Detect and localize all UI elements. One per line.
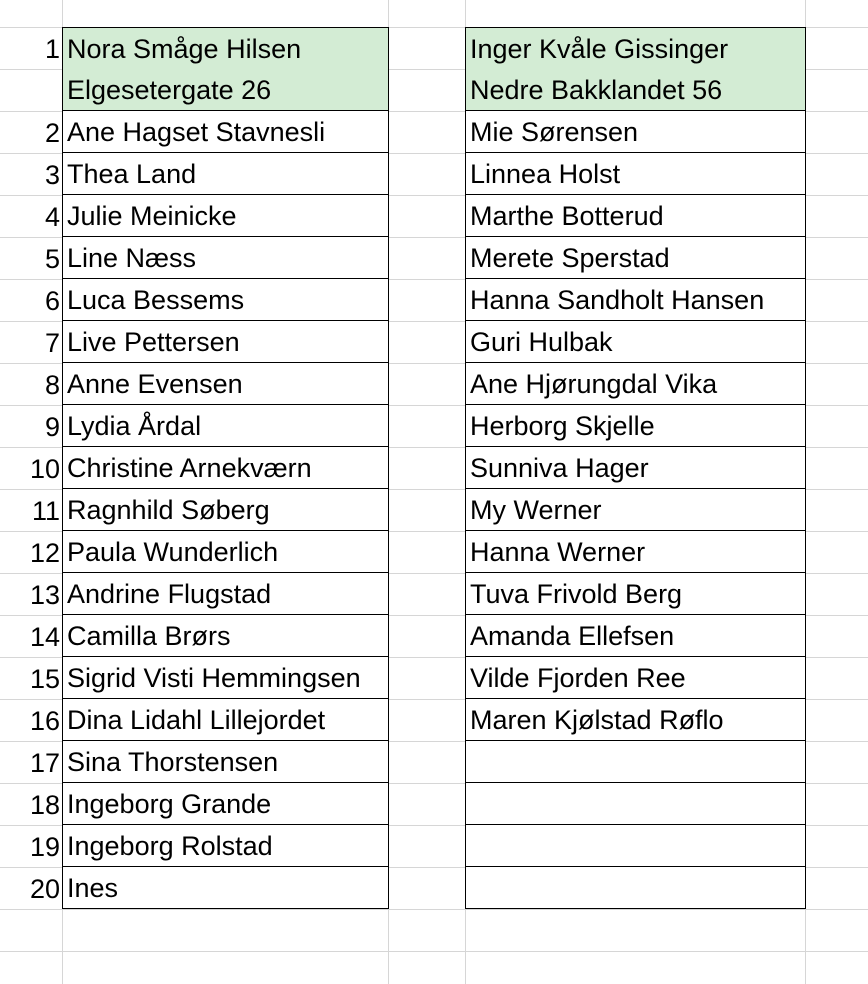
list-item[interactable]: Christine Arnekværn [63, 447, 388, 489]
list-item[interactable]: Lydia Årdal [63, 405, 388, 447]
left-header-address[interactable]: Elgesetergate 26 [63, 69, 388, 111]
row-number: 2 [44, 118, 60, 148]
row-number: 4 [44, 202, 60, 232]
list-item[interactable] [466, 867, 805, 909]
row-number: 12 [29, 538, 60, 568]
row-number: 20 [29, 874, 60, 904]
list-item[interactable]: Vilde Fjorden Ree [466, 657, 805, 699]
row-number: 11 [31, 496, 60, 526]
row-number: 15 [29, 664, 60, 694]
list-item[interactable]: Tuva Frivold Berg [466, 573, 805, 615]
list-item[interactable]: Sigrid Visti Hemmingsen [63, 657, 388, 699]
left-header-name[interactable]: Nora Småge Hilsen [63, 27, 388, 69]
list-item[interactable]: Ines [63, 867, 388, 909]
list-item[interactable] [466, 825, 805, 867]
gridline [0, 909, 868, 910]
row-number: 3 [44, 160, 60, 190]
list-item[interactable]: Thea Land [63, 153, 388, 195]
list-item[interactable]: Marthe Botterud [466, 195, 805, 237]
list-item[interactable]: Camilla Brørs [63, 615, 388, 657]
list-item[interactable]: Dina Lidahl Lillejordet [63, 699, 388, 741]
list-item[interactable]: Sunniva Hager [466, 447, 805, 489]
right-header-address[interactable]: Nedre Bakklandet 56 [466, 69, 805, 111]
row-number: 18 [29, 790, 60, 820]
right-header-name[interactable]: Inger Kvåle Gissinger [466, 27, 805, 69]
list-item[interactable]: Ane Hjørungdal Vika [466, 363, 805, 405]
row-number: 6 [44, 286, 60, 316]
row-number: 10 [29, 454, 60, 484]
list-item[interactable]: Julie Meinicke [63, 195, 388, 237]
row-number: 5 [44, 244, 60, 274]
row-number: 14 [29, 622, 60, 652]
list-item[interactable]: Luca Bessems [63, 279, 388, 321]
row-number: 9 [44, 412, 60, 442]
list-item[interactable]: Merete Sperstad [466, 237, 805, 279]
list-item[interactable]: Paula Wunderlich [63, 531, 388, 573]
list-item[interactable]: Guri Hulbak [466, 321, 805, 363]
list-item[interactable]: Mie Sørensen [466, 111, 805, 153]
right-list-table [465, 27, 806, 909]
list-item[interactable]: Ingeborg Rolstad [63, 825, 388, 867]
row-number: 13 [29, 580, 60, 610]
list-item[interactable]: My Werner [466, 489, 805, 531]
list-item[interactable]: Line Næss [63, 237, 388, 279]
row-number: 1 [44, 34, 60, 64]
list-item[interactable] [466, 783, 805, 825]
list-item[interactable]: Hanna Sandholt Hansen [466, 279, 805, 321]
gridline [0, 951, 868, 952]
list-item[interactable] [466, 741, 805, 783]
list-item[interactable]: Anne Evensen [63, 363, 388, 405]
list-item[interactable]: Hanna Werner [466, 531, 805, 573]
row-number: 19 [29, 832, 60, 862]
list-item[interactable]: Andrine Flugstad [63, 573, 388, 615]
list-item[interactable]: Maren Kjølstad Røflo [466, 699, 805, 741]
row-number: 7 [44, 328, 60, 358]
left-list-table [62, 27, 389, 909]
row-number: 16 [29, 706, 60, 736]
list-item[interactable]: Amanda Ellefsen [466, 615, 805, 657]
list-item[interactable]: Ragnhild Søberg [63, 489, 388, 531]
list-item[interactable]: Herborg Skjelle [466, 405, 805, 447]
list-item[interactable]: Ane Hagset Stavnesli [63, 111, 388, 153]
list-item[interactable]: Live Pettersen [63, 321, 388, 363]
list-item[interactable]: Ingeborg Grande [63, 783, 388, 825]
row-number: 17 [29, 748, 60, 778]
row-number: 8 [44, 370, 60, 400]
list-item[interactable]: Sina Thorstensen [63, 741, 388, 783]
list-item[interactable]: Linnea Holst [466, 153, 805, 195]
